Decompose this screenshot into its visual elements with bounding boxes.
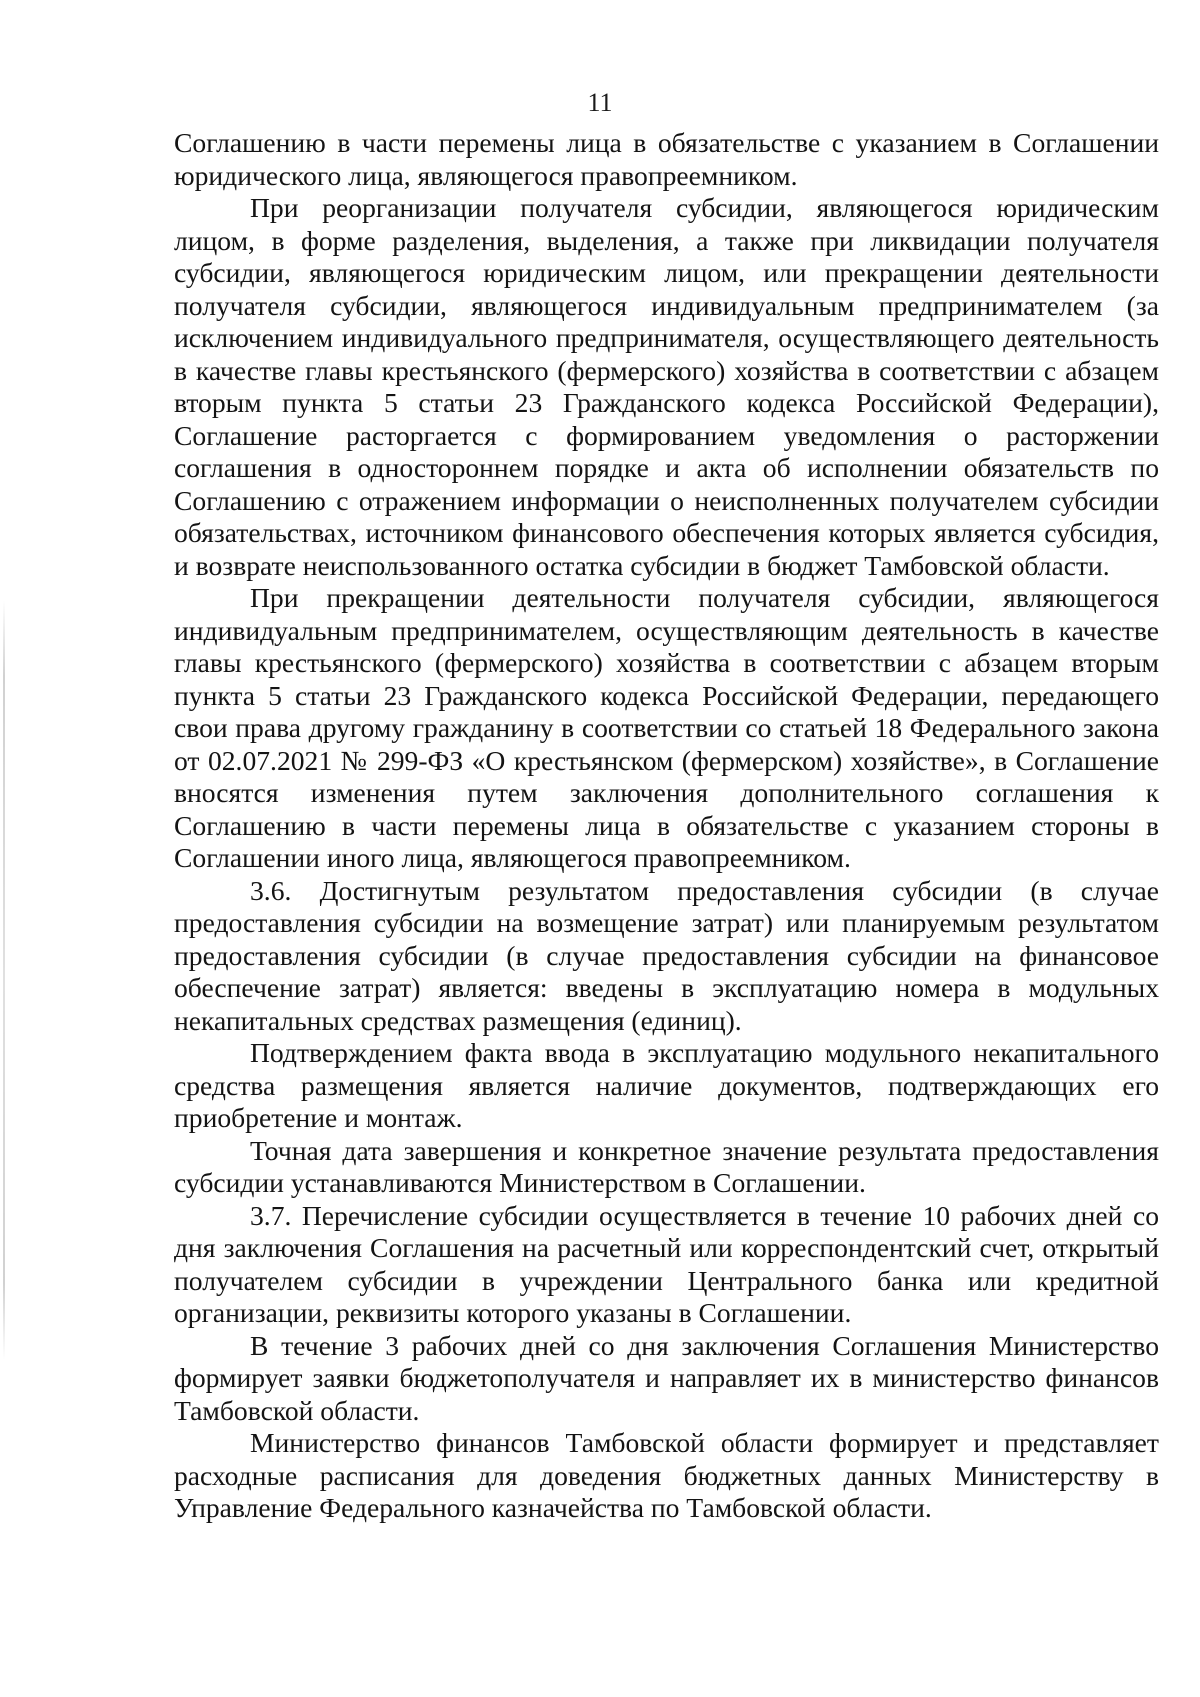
scan-edge-shadow xyxy=(3,600,5,1360)
page-number: 11 xyxy=(587,88,613,117)
paragraph-exact-date: Точная дата завершения и конкретное значение результата предоставления субсидии устанавливаются Министерством в Соглашении. xyxy=(174,1134,1159,1198)
paragraph-continuation: Соглашению в части перемены лица в обязательстве с указанием в Соглашении юридического лица, являющегося правопреемником. xyxy=(174,127,1159,191)
paragraph-termination-ip: При прекращении деятельности получателя субсидии, являющегося индивидуальным предпринимателем, осуществляющим деятельность в качестве главы крестьянского (фермерского) хозяйства в соответствии с абзацем вторым пункта 5 статьи 23 Гражданского кодекса Российской Федерации, передающего свои права другому гражданину в соответствии со статьей 18 Федерального закона от 02.07.2021 № 299-ФЗ «О крестьянском (фермерском) хозяйстве», в Соглашение вносятся изменения путем заключения дополнительного соглашения к Соглашению в части перемены лица в обязательстве с указанием стороны в Соглашении иного лица, являющегося правопреемником. xyxy=(174,582,1159,873)
document-body xyxy=(174,127,1159,1525)
paragraph-budget-requests: В течение 3 рабочих дней со дня заключения Соглашения Министерство формирует заявки бюджетополучателя и направляет их в министерство финансов Тамбовской области. xyxy=(174,1329,1159,1426)
paragraph-ministry-finance: Министерство финансов Тамбовской области формирует и представляет расходные расписания для доведения бюджетных данных Министерству в Управление Федерального казначейства по Тамбовской области. xyxy=(174,1427,1159,1523)
paragraph-confirmation: Подтверждением факта ввода в эксплуатацию модульного некапитального средства размещения является наличие документов, подтверждающих его приобретение и монтаж. xyxy=(174,1037,1159,1133)
paragraph-reorganization: При реорганизации получателя субсидии, являющегося юридическим лицом, в форме разделения, выделения, а также при ликвидации получателя субсидии, являющегося юридическим лицом, или прекращении деятельности получателя субсидии, являющегося индивидуальным предпринимателем (за исключением индивидуального предпринимателя, осуществляющего деятельность в качестве главы крестьянского (фермерского) хозяйства в соответствии с абзацем вторым пункта 5 статьи 23 Гражданского кодекса Российской Федерации), Соглашение расторгается с формированием уведомления о расторжении соглашения в одностороннем порядке и акта об исполнении обязательств по Соглашению с отражением информации о неисполненных получателем субсидии обязательствах, источником финансового обеспечения которых является субсидия, и возврате неиспользованного остатка субсидии в бюджет Тамбовской области. xyxy=(174,192,1159,581)
paragraph-3-6-result: 3.6. Достигнутым результатом предоставления субсидии (в случае предоставления субсидии на возмещение затрат) или планируемым результатом предоставления субсидии (в случае предоставления субсидии на финансовое обеспечение затрат) является: введены в эксплуатацию номера в модульных некапитальных средствах размещения (единиц). xyxy=(174,874,1159,1036)
paragraph-3-7-transfer: 3.7. Перечисление субсидии осуществляется в течение 10 рабочих дней со дня заключения Соглашения на расчетный или корреспондентский счет, открытый получателем субсидии в учреждении Центрального банка или кредитной организации, реквизиты которого указаны в Соглашении. xyxy=(174,1199,1159,1328)
